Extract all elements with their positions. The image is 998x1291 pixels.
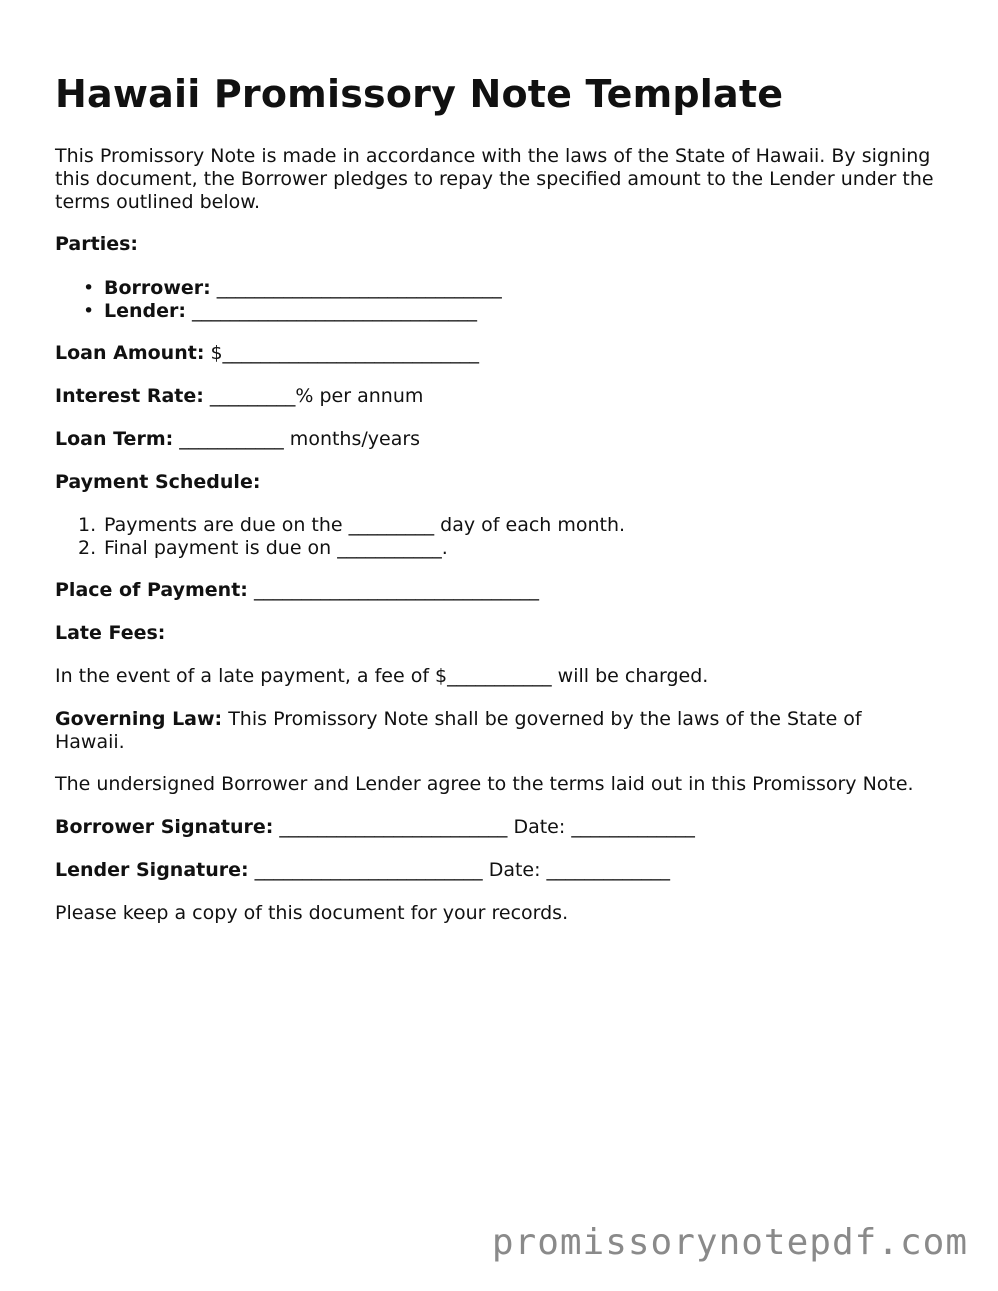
governing-law-paragraph: [55, 708, 935, 754]
page-title: Hawaii Promissory Note Template: [55, 72, 784, 116]
borrower-signature-line: [55, 816, 695, 839]
list-number: 2.: [78, 537, 97, 559]
lender-label: Lender:: [104, 300, 186, 322]
interest-rate-value: _________% per annum: [209, 385, 424, 407]
place-of-payment-value: ______________________________: [253, 579, 539, 601]
loan-term-value: ___________ months/years: [179, 428, 421, 450]
list-item-borrower: [55, 277, 502, 300]
lender-signature-line: [55, 859, 670, 882]
parties-heading: [55, 233, 138, 256]
loan-term-line: [55, 428, 420, 451]
loan-amount-line: [55, 342, 479, 365]
intro-paragraph: This Promissory Note is made in accordance with the laws of the State of Hawaii. By signing this document, the Borrower pledges to repay the specified amount to the Lender under the terms outlined below.: [55, 145, 934, 213]
agreement-text: The undersigned Borrower and Lender agree to the terms laid out in this Promissory Note.: [55, 773, 914, 795]
payment-schedule-heading-text: Payment Schedule:: [55, 471, 261, 493]
place-of-payment-line: [55, 579, 539, 602]
lender-blank: ______________________________: [192, 300, 478, 322]
borrower-label: Borrower:: [104, 277, 211, 299]
loan-term-label: Loan Term:: [55, 428, 174, 450]
interest-rate-label: Interest Rate:: [55, 385, 204, 407]
late-fees-heading: [55, 622, 165, 645]
bullet-icon: •: [83, 300, 95, 322]
loan-amount-value: $___________________________: [210, 342, 480, 364]
list-item: [55, 514, 625, 537]
interest-rate-line: [55, 385, 423, 408]
parties-heading-text: Parties:: [55, 233, 138, 255]
late-fees-text: In the event of a late payment, a fee of $___________ will be charged.: [55, 665, 709, 687]
governing-law-text: This Promissory Note shall be governed by the laws of the State of Hawaii.: [55, 708, 862, 753]
loan-amount-label: Loan Amount:: [55, 342, 205, 364]
payment-schedule-list: [55, 514, 625, 560]
list-item-lender: [55, 300, 502, 323]
borrower-signature-label: Borrower Signature:: [55, 816, 274, 838]
lender-signature-label: Lender Signature:: [55, 859, 249, 881]
payment-schedule-heading: [55, 471, 260, 494]
late-fees-heading-text: Late Fees:: [55, 622, 166, 644]
list-item-text: Final payment is due on ___________.: [104, 537, 448, 559]
watermark: promissorynotepdf.com: [491, 1222, 968, 1263]
footer-note: Please keep a copy of this document for your records.: [55, 902, 569, 924]
list-number: 1.: [78, 514, 97, 536]
place-of-payment-label: Place of Payment:: [55, 579, 248, 601]
borrower-blank: ______________________________: [216, 277, 502, 299]
borrower-signature-value: ________________________ Date: _____________: [279, 816, 695, 838]
lender-signature-value: ________________________ Date: _____________: [254, 859, 671, 881]
parties-list: [55, 277, 502, 323]
governing-law-label: Governing Law:: [55, 708, 223, 730]
list-item-text: Payments are due on the _________ day of each month.: [104, 514, 626, 536]
bullet-icon: •: [83, 277, 95, 299]
list-item: [55, 537, 625, 560]
